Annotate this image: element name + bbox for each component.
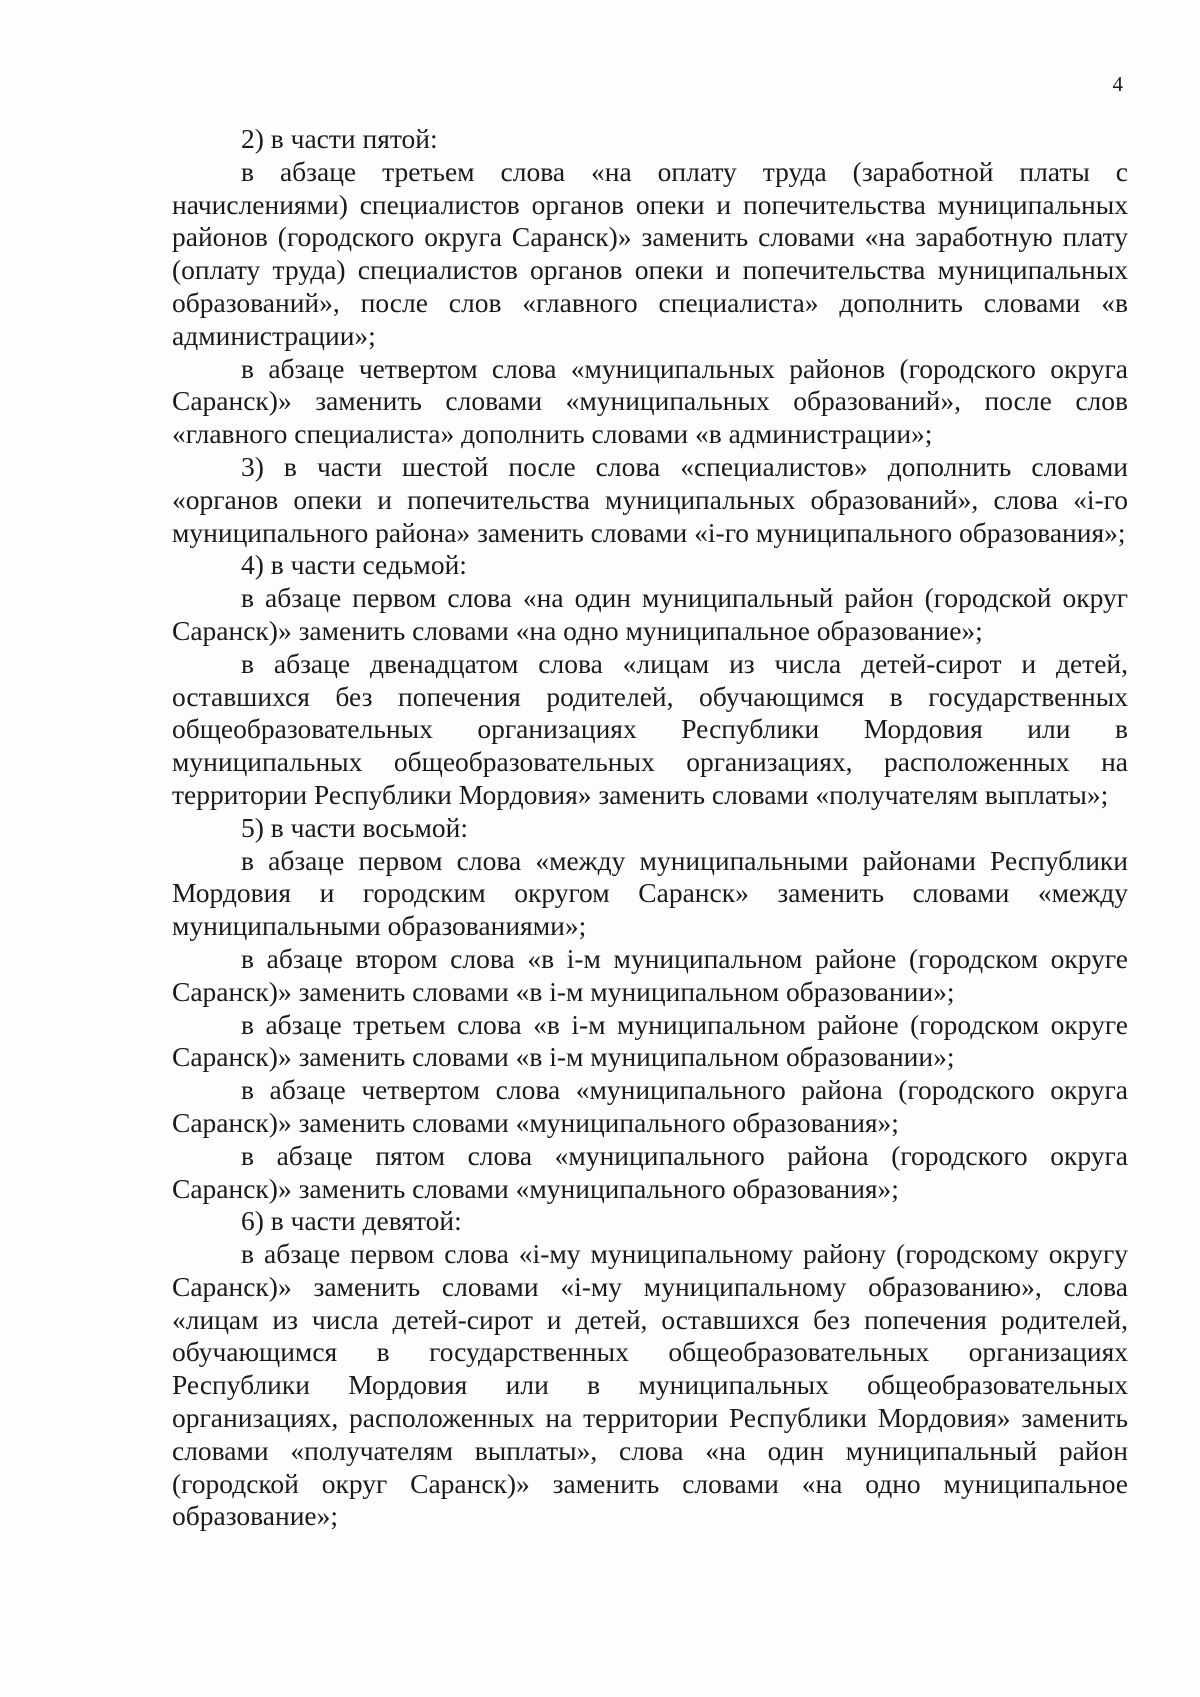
list-item-heading: 6) в части девятой: — [241, 1205, 462, 1237]
paragraph: 3) в части шестой после слова «специалистов» дополнить словами «органов опеки и попечительства муниципальных образований», слова «i-го муниципального района» заменить словами «i-го муниципального образования»; — [172, 450, 1128, 548]
paragraph: в абзаце первом слова «i-му муниципальному району (городскому округу Саранск)» заменить словами «i-му муниципальному образованию», слова «лицам из числа детей-сирот и детей, оставшихся без попечения родителей, обучающимся в государственных общеобразовательных организациях Республики Мордовия или в муниципальных общеобразовательных организациях, расположенных на территории Республики Мордовия» заменить словами «получателям выплаты», слова «на один муниципальный район (городской округ Саранск)» заменить словами «на одно муниципальное образование»; — [172, 1238, 1128, 1532]
list-item-heading: 2) в части пятой: — [241, 123, 438, 154]
paragraph: в абзаце третьем слова «в i-м муниципальном районе (городском округе Саранск)» заменить словами «в i-м муниципальном образовании»; — [172, 1008, 1128, 1073]
paragraph: в абзаце четвертом слова «муниципального района (городского округа Саранск)» заменить словами «муниципального образования»; — [172, 1074, 1128, 1138]
paragraph: в абзаце втором слова «в i-м муниципальном районе (городском округе Саранск)» заменить словами «в i-м муниципальном образовании»; — [172, 942, 1128, 1007]
document-body — [172, 123, 1128, 1533]
paragraph: в абзаце пятом слова «муниципального района (городского округа Саранск)» заменить словами «муниципального образования»; — [172, 1139, 1128, 1204]
list-item-heading: 4) в части седьмой: — [241, 549, 467, 581]
page-number: 4 — [1112, 72, 1123, 96]
paragraph: в абзаце третьем слова «на оплату труда (заработной платы с начислениями) специалистов органов опеки и попечительства муниципальных районов (городского округа Саранск)» заменить словами «на заработную плату (оплату труда) специалистов органов опеки и попечительства муниципальных образований», после слов «главного специалиста» дополнить словами «в администрации»; — [172, 155, 1128, 351]
paragraph: в абзаце первом слова «на один муниципальный район (городской округ Саранск)» заменить словами «на одно муниципальное образование»; — [172, 582, 1128, 646]
paragraph: в абзаце первом слова «между муниципальными районами Республики Мордовия и городским округом Саранск» заменить словами «между муниципальными образованиями»; — [172, 844, 1128, 942]
list-item-heading: 5) в части восьмой: — [241, 811, 468, 843]
paragraph: в абзаце двенадцатом слова «лицам из числа детей-сирот и детей, оставшихся без попечения родителей, обучающимся в государственных общеобразовательных организациях Республики Мордовия или в муниципальных общеобразовательных организациях, расположенных на территории Республики Мордовия» заменить словами «получателям выплаты»; — [172, 647, 1128, 810]
paragraph: в абзаце четвертом слова «муниципальных районов (городского округа Саранск)» заменить словами «муниципальных образований», после слов «главного специалиста» дополнить словами «в администрации»; — [172, 352, 1128, 450]
